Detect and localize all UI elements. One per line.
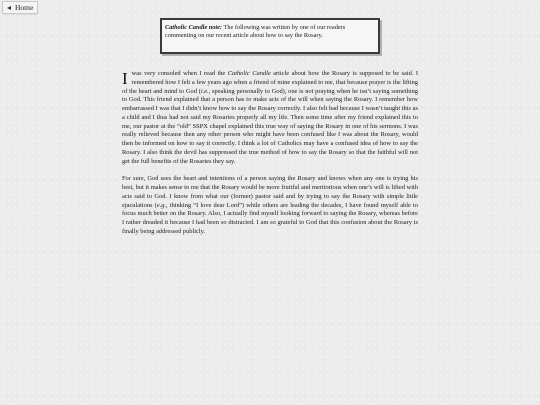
ie-abbrev: i.e.	[200, 87, 209, 95]
article-paragraph-2	[122, 175, 418, 236]
paragraph-1-text-c: , speaking personally to God), one is not praying when he isn’t saying something to God. This friend explained that a person has to make acts of the will when saying the Rosary. I remember how embarrassed I was that I didn’t know how to say the Rosary correctly. I also felt bad because I wasn’t taught this as a child and I thus had not said my Rosaries properly all my life. Then some time after my friend explained this to me, our pastor at the “old” SSPX chapel explained this true way of saying the Rosary in one of his sermons. I was really relieved because then any other person who might have been confused like I was about the Rosary, would then be informed on how to say it correctly. I think a lot of Catholics may have a confused idea of how to say the Rosary. I also think the devil has suppressed the true method of how to say the Rosary so that the faithful will not get the full benefits of the Rosaries they say.	[122, 87, 419, 165]
article-paragraph-1	[122, 70, 418, 166]
editor-note-lead: Catholic Candle note:	[165, 24, 223, 31]
paragraph-1-text-a: was very consoled when I read the	[131, 70, 228, 77]
drop-cap: I	[122, 69, 128, 88]
paragraph-1-text-b: article about how the Rosary is supposed to be said. I remembered how I felt a few years ago when a friend of mine explained to me, that because prayer is the lifting of the heart and mind to God (	[122, 70, 419, 95]
home-button-label: Home	[15, 3, 34, 12]
home-button[interactable]	[2, 1, 38, 14]
editor-note-text: The following was written by one of our readers commenting on our recent article about how to say the Rosary.	[165, 24, 346, 40]
editor-note-box	[160, 18, 380, 54]
publication-name: Catholic Candle	[227, 70, 271, 77]
paragraph-2-text-a: For sure, God sees the heart and intentions of a person saying the Rosary and knows when any one is trying his best, but it makes sense to me that the Rosary would be more fruitful and meritorious when one’s will is lifted with acts said to God. I know from what our (former) pastor said and by trying to say the Rosary with simple little ejaculations (	[122, 175, 418, 209]
back-arrow-icon	[7, 6, 11, 10]
eg-abbrev: e.g.	[156, 201, 167, 209]
article-body	[122, 70, 418, 246]
paragraph-2-text-b: , thinking “I love dear Lord”) while others are leading the decades, I have found myself able to focus much better on the Rosary. Also, I actually find myself looking forward to saying the Rosary, whereas before I rather dreaded it because I had been so distracted. I am so grateful to God that this confusion about the Rosary is finally being addressed publicly.	[122, 201, 419, 236]
